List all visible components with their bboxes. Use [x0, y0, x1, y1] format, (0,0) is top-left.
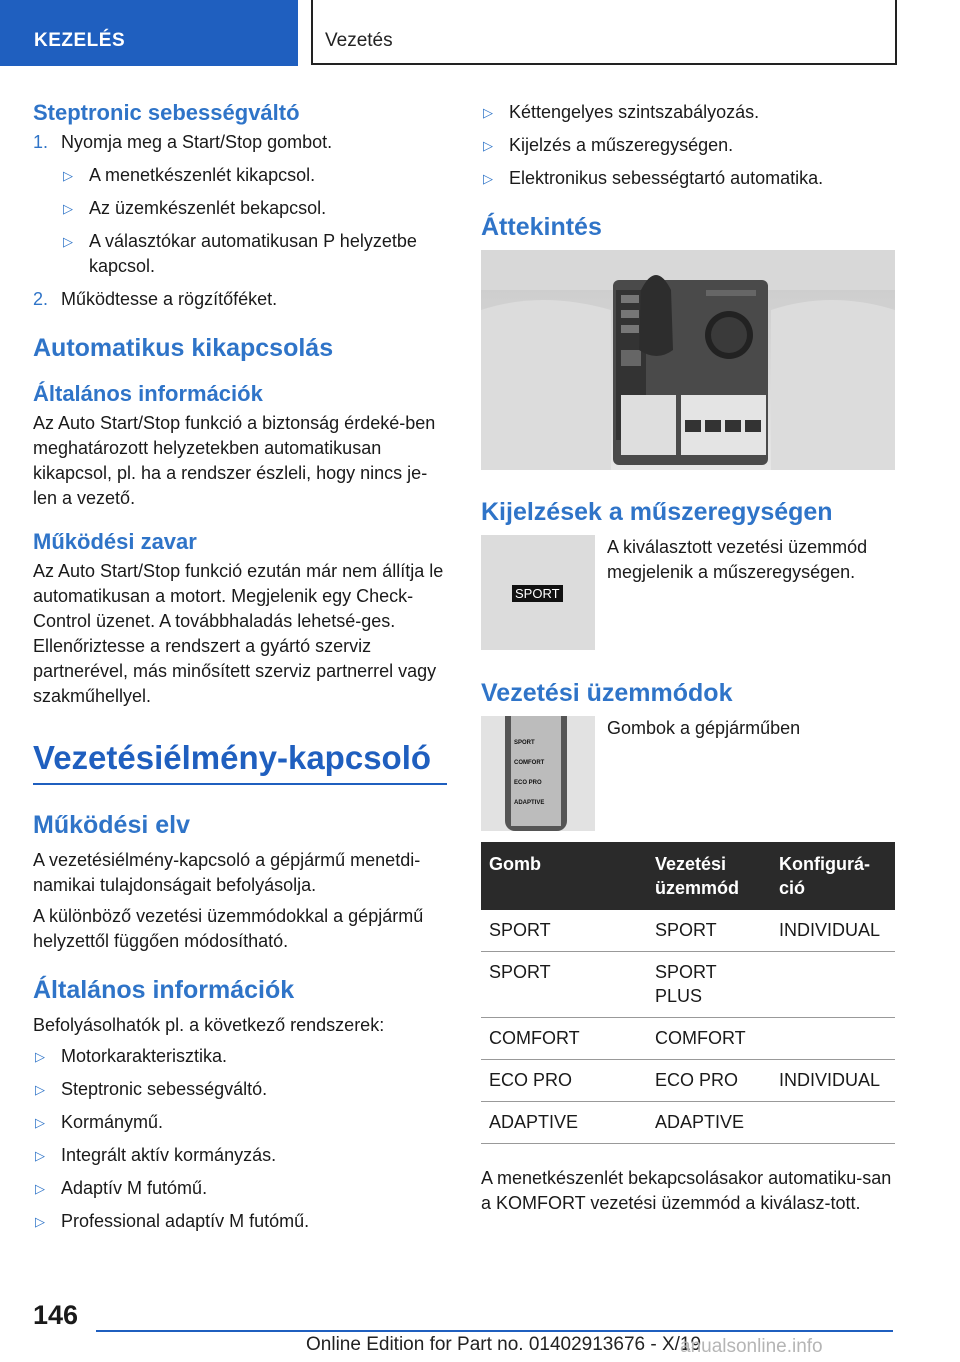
triangle-bullet-icon: ▷: [35, 1181, 45, 1196]
watermark: anualsonline.info: [680, 1336, 823, 1357]
table-header: [481, 842, 895, 910]
list-item-text: Professional adaptív M futómű.: [61, 1211, 310, 1231]
left-column: [33, 100, 447, 1242]
list-item-text: Kormánymű.: [61, 1112, 164, 1132]
triangle-bullet-icon: ▷: [483, 105, 493, 120]
table-row: [481, 910, 895, 952]
triangle-bullet-icon: ▷: [35, 1214, 45, 1229]
table-row: [481, 1060, 895, 1102]
table-cell: COMFORT: [481, 1018, 647, 1060]
cluster-image: [481, 535, 595, 650]
list-item: [33, 1044, 447, 1069]
systems-intro: Befolyásolhatók pl. a következő rendszerek:: [33, 1015, 385, 1035]
mode-button-label: SPORT: [514, 740, 535, 746]
list-item-text: Kéttengelyes szintszabályozás.: [509, 102, 760, 122]
mode-button-label: ECO PRO: [514, 780, 542, 786]
steptronic-heading: Steptronic sebességváltó: [33, 100, 300, 125]
table-cell: SPORT PLUS: [647, 952, 771, 1018]
list-item: [33, 1176, 447, 1201]
list-item-text: Motorkarakterisztika.: [61, 1046, 228, 1066]
section-tab: [0, 0, 298, 66]
triangle-bullet-icon: ▷: [35, 1148, 45, 1163]
table-cell: SPORT: [481, 952, 647, 1018]
modes-description: Gombok a gépjárműben: [607, 718, 801, 738]
table-cell: SPORT: [647, 910, 771, 952]
table-cell: ECO PRO: [481, 1060, 647, 1102]
step-number: 2.: [33, 289, 49, 309]
mode-button-label: ADAPTIVE: [514, 800, 545, 806]
principle-heading: Működési elv: [33, 811, 190, 839]
fault-heading: Működési zavar: [33, 529, 197, 554]
section-label: KEZELÉS: [34, 30, 126, 51]
table-row: [481, 1018, 895, 1060]
list-item-text: Integrált aktív kormányzás.: [61, 1145, 277, 1165]
list-item-text: A menetkészenlét kikapcsol.: [89, 165, 316, 185]
chapter-header: [311, 0, 897, 65]
general-info-heading: Általános információk: [33, 381, 263, 406]
right-column: [481, 100, 895, 1222]
list-item: [33, 1143, 447, 1168]
mode-button-label: COMFORT: [514, 760, 545, 766]
list-item-text: Az üzemkészenlét bekapcsol.: [89, 198, 327, 218]
modes-heading: Vezetési üzemmódok: [481, 679, 733, 707]
list-item: [61, 196, 447, 221]
page-number: 146: [33, 1300, 79, 1330]
table-cell: COMFORT: [647, 1018, 771, 1060]
drive-switch-heading: Vezetésiélmény-kapcsoló: [33, 739, 447, 785]
table-cell: [771, 1102, 895, 1144]
step-item: [33, 130, 447, 155]
list-item: [61, 229, 447, 279]
triangle-bullet-icon: ▷: [35, 1082, 45, 1097]
cluster-text: [607, 535, 895, 591]
step-text: Működtesse a rögzítőféket.: [61, 289, 278, 309]
list-item: [33, 1110, 447, 1135]
triangle-bullet-icon: ▷: [483, 138, 493, 153]
cluster-description: A kiválasztott vezetési üzemmód megjelenik a műszeregységen.: [607, 537, 868, 582]
list-item: [481, 100, 895, 125]
edition-text: Online Edition for Part no. 01402913676 - X/19: [306, 1334, 702, 1355]
table-cell: SPORT: [481, 910, 647, 952]
list-item-text: Steptronic sebességváltó.: [61, 1079, 268, 1099]
table-row: [481, 1102, 895, 1144]
list-item: [61, 163, 447, 188]
list-item-text: Elektronikus sebességtartó automatika.: [509, 168, 824, 188]
triangle-bullet-icon: ▷: [63, 234, 73, 249]
center-console-photo: [481, 250, 895, 470]
modes-table: [481, 842, 895, 1144]
triangle-bullet-icon: ▷: [63, 168, 73, 183]
general-info-heading-2: Általános információk: [33, 976, 295, 1004]
column-header: Konfigurá-ció: [771, 842, 895, 910]
general-info-text: Az Auto Start/Stop funkció a biztonság érdeké-ben meghatározott helyzetekben automatikusan kikapcsol, pl. ha a rendszer észleli, hogy nincs je-len a vezető.: [33, 413, 436, 508]
list-item-text: Kijelzés a műszeregységen.: [509, 135, 734, 155]
default-mode-note: A menetkészenlét bekapcsolásakor automatiku-san a KOMFORT vezetési üzemmód a kiválasz-tott.: [481, 1168, 892, 1213]
triangle-bullet-icon: ▷: [35, 1049, 45, 1064]
column-header: Gomb: [481, 842, 647, 910]
triangle-bullet-icon: ▷: [35, 1115, 45, 1130]
table-cell: INDIVIDUAL: [771, 1060, 895, 1102]
auto-off-heading: Automatikus kikapcsolás: [33, 334, 334, 362]
principle-text: A különböző vezetési üzemmódokkal a gépjármű helyzettől függően módosítható.: [33, 906, 424, 951]
cluster-heading: Kijelzések a műszeregységen: [481, 498, 833, 526]
table-cell: INDIVIDUAL: [771, 910, 895, 952]
list-item: [481, 166, 895, 191]
list-item: [481, 133, 895, 158]
mode-buttons-image: [481, 716, 595, 831]
cluster-section: [481, 535, 895, 653]
triangle-bullet-icon: ▷: [483, 171, 493, 186]
list-item-text: A választókar automatikusan P helyzetbe kapcsol.: [89, 231, 417, 276]
fault-text: Az Auto Start/Stop funkció ezután már nem állítja le automatikusan a motort. Megjelenik egy Check-Control üzenet. A továbbhaladás lehetsé-ges. Ellenőriztesse a rendszert a gyártó szerviz partnerével, más minősített szerviz partnerrel vagy szakműhellyel.: [33, 561, 444, 706]
table-cell: ECO PRO: [647, 1060, 771, 1102]
triangle-bullet-icon: ▷: [63, 201, 73, 216]
step-text: Nyomja meg a Start/Stop gombot.: [61, 132, 333, 152]
column-header: Vezetési üzemmód: [647, 842, 771, 910]
principle-text: A vezetésiélmény-kapcsoló a gépjármű menetdi-namikai tulajdonságait befolyásolja.: [33, 850, 421, 895]
overview-heading: Áttekintés: [481, 213, 602, 241]
footer-rule: [96, 1330, 893, 1332]
table-cell: [771, 1018, 895, 1060]
table-cell: [771, 952, 895, 1018]
list-item: [33, 1209, 447, 1234]
list-item: [33, 1077, 447, 1102]
step-item: [33, 287, 447, 312]
step-number: 1.: [33, 132, 49, 152]
table-cell: ADAPTIVE: [481, 1102, 647, 1144]
modes-section: [481, 716, 895, 834]
chapter-label: Vezetés: [325, 30, 393, 51]
table-cell: ADAPTIVE: [647, 1102, 771, 1144]
list-item-text: Adaptív M futómű.: [61, 1178, 208, 1198]
sport-badge: SPORT: [512, 585, 563, 602]
table-row: [481, 952, 895, 1018]
modes-text: [607, 716, 895, 747]
